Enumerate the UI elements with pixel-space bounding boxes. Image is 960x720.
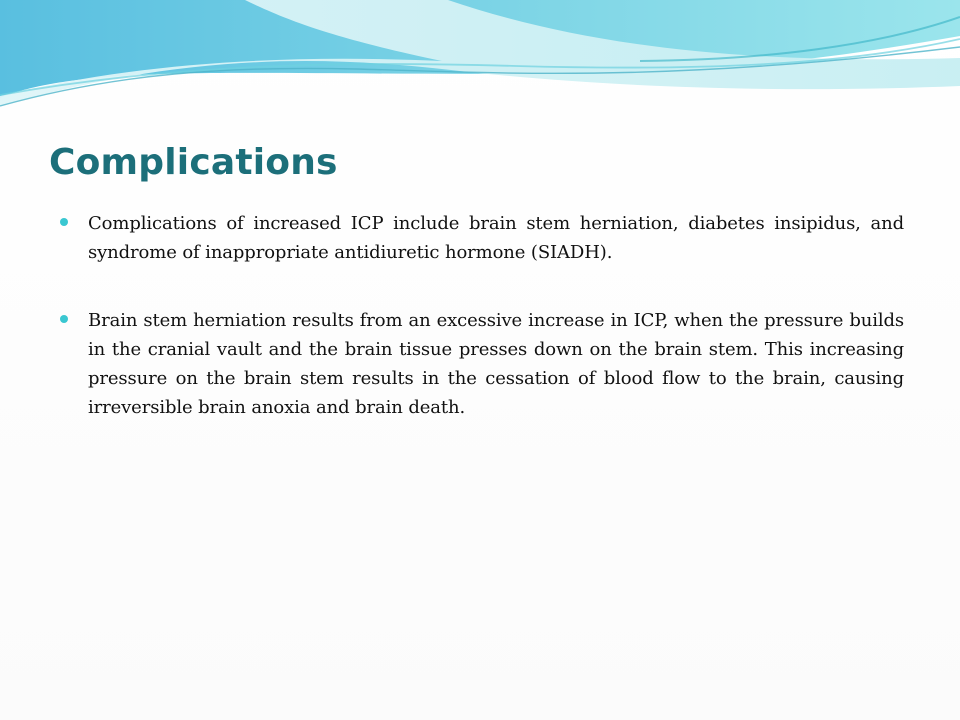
bullet-item-2: [59, 306, 904, 422]
wave-header-decoration: [0, 0, 960, 120]
slide-title: Complications: [49, 142, 338, 183]
bullet-list: [59, 209, 904, 461]
bullet-item-1: [59, 209, 904, 267]
bullet-dot-icon: [60, 315, 68, 323]
bullet-text-1: Complications of increased ICP include brain stem herniation, diabetes insipidus, and syndrome of inappropriate antidiuretic hormone (SIADH).: [88, 213, 904, 263]
bullet-dot-icon: [60, 218, 68, 226]
bullet-text-2: Brain stem herniation results from an excessive increase in ICP, when the pressure builds in the cranial vault and the brain tissue presses down on the brain stem. This increasing pressure on the brain stem results in the cessation of blood flow to the brain, causing irreversible brain anoxia and brain death.: [88, 310, 904, 418]
